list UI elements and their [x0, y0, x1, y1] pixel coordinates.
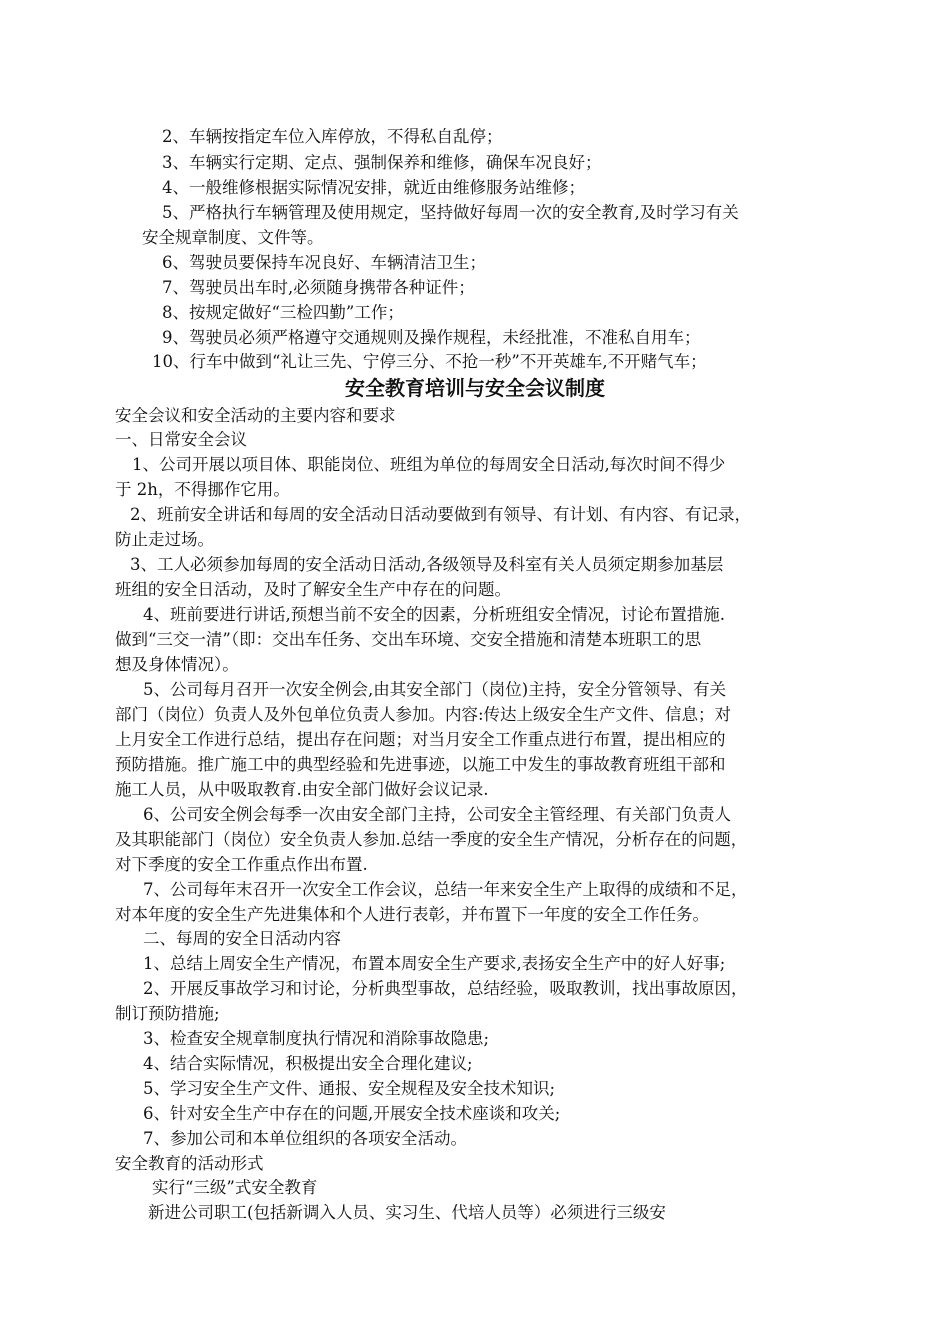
- list-item-vehicle-6: 6、驾驶员要保持车况良好、车辆清洁卫生；: [162, 253, 486, 272]
- list-item: 6、针对安全生产中存在的问题,开展安全技术座谈和攻关;: [143, 1104, 561, 1123]
- paragraph-line: 1、公司开展以项目体、职能岗位、班组为单位的每周安全日活动,每次时间不得少: [132, 455, 726, 474]
- list-item-vehicle-4: 4、一般维修根据实际情况安排，就近由维修服务站维修；: [162, 178, 585, 197]
- list-item: 7、参加公司和本单位组织的各项安全活动。: [143, 1129, 467, 1148]
- subheading-education-forms: 安全教育的活动形式: [115, 1154, 264, 1173]
- paragraph-line: 7、公司每年末召开一次安全工作会议，总结一年来安全生产上取得的成绩和不足，: [143, 880, 748, 899]
- paragraph-line: 预防措施。推广施工中的典型经验和先进事迹，以施工中发生的事故教育班组干部和: [115, 755, 726, 774]
- list-item-vehicle-5: 5、严格执行车辆管理及使用规定，坚持做好每周一次的安全教育,及时学习有关: [162, 203, 739, 222]
- list-item-vehicle-7: 7、驾驶员出车时,必须随身携带各种证件；: [162, 278, 475, 297]
- heading-daily-meeting: 一、日常安全会议: [115, 430, 247, 449]
- section-title: 安全教育培训与安全会议制度: [345, 376, 605, 400]
- subheading-meeting-requirements: 安全会议和安全活动的主要内容和要求: [115, 406, 396, 425]
- list-item: 2、开展反事故学习和讨论，分析典型事故，总结经验，吸取教训，找出事故原因，: [143, 979, 748, 998]
- list-item-vehicle-2: 2、车辆按指定车位入库停放，不得私自乱停；: [162, 127, 503, 146]
- paragraph-line: 对本年度的安全生产先进集体和个人进行表彰，并布置下一年度的安全工作任务。: [115, 905, 709, 924]
- paragraph-line: 4、班前要进行讲话,预想当前不安全的因素，分析班组安全情况，讨论布置措施.: [143, 605, 725, 624]
- paragraph-line: 做到“三交一清”（即：交出车任务、交出车环境、交安全措施和清楚本班职工的思: [115, 630, 702, 649]
- paragraph-line: 及其职能部门（岗位）安全负责人参加.总结一季度的安全生产情况，分析存在的问题，: [115, 830, 748, 849]
- paragraph-line: 6、公司安全例会每季一次由安全部门主持，公司安全主管经理、有关部门负责人: [143, 805, 731, 824]
- paragraph-line: 新进公司职工(包括新调入人员、实习生、代培人员等）必须进行三级安: [148, 1203, 666, 1222]
- paragraph-line: 3、工人必须参加每周的安全活动日活动,各级领导及科室有关人员须定期参加基层: [130, 555, 724, 574]
- paragraph-line: 于 2h，不得挪作它用。: [115, 480, 290, 499]
- list-item: 1、总结上周安全生产情况，布置本周安全生产要求,表扬安全生产中的好人好事;: [143, 954, 726, 973]
- list-item-vehicle-8: 8、按规定做好“三检四勤”工作；: [162, 303, 404, 322]
- paragraph-line: 实行“三级”式安全教育: [152, 1178, 318, 1197]
- list-item-vehicle-5-cont: 安全规章制度、文件等。: [142, 228, 324, 247]
- paragraph-line: 上月安全工作进行总结，提出存在问题；对当月安全工作重点进行布置，提出相应的: [115, 730, 726, 749]
- paragraph-line: 防止走过场。: [115, 530, 214, 549]
- paragraph-line: 2、班前安全讲话和每周的安全活动日活动要做到有领导、有计划、有内容、有记录，: [130, 505, 751, 524]
- list-item: 4、结合实际情况，积极提出安全合理化建议;: [143, 1054, 473, 1073]
- paragraph-line: 5、公司每月召开一次安全例会,由其安全部门（岗位)主持，安全分管领导、有关: [143, 680, 727, 699]
- list-item-vehicle-10: 10、行车中做到“礼让三先、宁停三分、不抢一秒”不开英雄车,不开赌气车；: [152, 352, 707, 371]
- paragraph-line: 施工人员，从中吸取教育.由安全部门做好会议记录.: [115, 780, 489, 799]
- paragraph-line: 班组的安全日活动，及时了解安全生产中存在的问题。: [115, 580, 511, 599]
- heading-weekly-activity: 二、每周的安全日活动内容: [143, 929, 341, 948]
- list-item-vehicle-9: 9、驾驶员必须严格遵守交通规则及操作规程，未经批准，不准私自用车；: [162, 328, 701, 347]
- list-item: 5、学习安全生产文件、通报、安全规程及安全技术知识;: [143, 1079, 556, 1098]
- paragraph-line: 部门（岗位）负责人及外包单位负责人参加。内容:传达上级安全生产文件、信息；对: [115, 705, 732, 724]
- paragraph-line: 想及身体情况）。: [115, 655, 239, 674]
- paragraph-line: 对下季度的安全工作重点作出布置.: [115, 855, 368, 874]
- list-item-vehicle-3: 3、车辆实行定期、定点、强制保养和维修，确保车况良好；: [162, 153, 602, 172]
- list-item-cont: 制订预防措施;: [115, 1004, 220, 1023]
- list-item: 3、检查安全规章制度执行情况和消除事故隐患;: [143, 1029, 490, 1048]
